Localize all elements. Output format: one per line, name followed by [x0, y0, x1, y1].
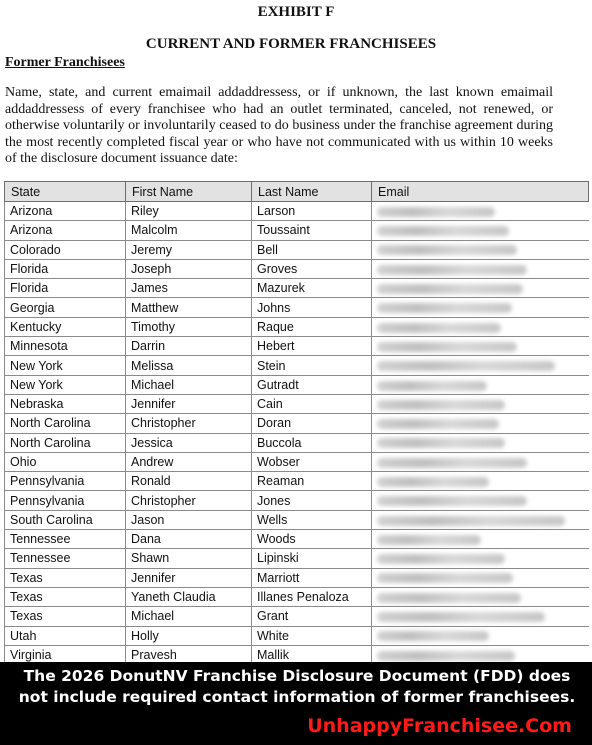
- cell-last-name: White: [252, 626, 372, 645]
- cell-email-redacted: [372, 394, 589, 413]
- redacted-email-blur: [377, 554, 505, 564]
- cell-last-name: Illanes Penaloza: [252, 587, 372, 606]
- section-heading: Former Franchisees: [5, 55, 125, 70]
- cell-first-name: Ronald: [126, 472, 252, 491]
- column-header-first-name: First Name: [126, 182, 252, 202]
- table-row: [5, 472, 589, 491]
- cell-first-name: Michael: [126, 375, 252, 394]
- cell-email-redacted: [372, 549, 589, 568]
- cell-state: Ohio: [5, 452, 126, 471]
- cell-state: Tennessee: [5, 549, 126, 568]
- cell-email-redacted: [372, 356, 589, 375]
- cell-last-name: Larson: [252, 202, 372, 221]
- table-row: [5, 202, 589, 221]
- site-watermark: UnhappyFranchisee.Com: [307, 715, 572, 737]
- redacted-email-blur: [377, 477, 489, 487]
- cell-first-name: James: [126, 279, 252, 298]
- redacted-email-blur: [377, 284, 523, 294]
- cell-state: Texas: [5, 568, 126, 587]
- cell-state: North Carolina: [5, 433, 126, 452]
- cell-state: South Carolina: [5, 510, 126, 529]
- table-row: [5, 375, 589, 394]
- cell-state: New York: [5, 356, 126, 375]
- cell-state: Tennessee: [5, 530, 126, 549]
- cell-last-name: Doran: [252, 414, 372, 433]
- cell-email-redacted: [372, 259, 589, 278]
- table-row: [5, 259, 589, 278]
- table-row: [5, 240, 589, 259]
- table-row: [5, 279, 589, 298]
- cell-first-name: Christopher: [126, 491, 252, 510]
- cell-email-redacted: [372, 568, 589, 587]
- table-row: [5, 433, 589, 452]
- cell-last-name: Lipinski: [252, 549, 372, 568]
- cell-first-name: Dana: [126, 530, 252, 549]
- table-row: [5, 317, 589, 336]
- table-row: [5, 626, 589, 645]
- cell-email-redacted: [372, 298, 589, 317]
- redacted-email-blur: [377, 535, 481, 545]
- cell-state: Virginia: [5, 645, 126, 662]
- redacted-email-blur: [377, 573, 513, 583]
- cell-last-name: Wobser: [252, 452, 372, 471]
- cell-first-name: Pravesh: [126, 645, 252, 662]
- cell-state: Georgia: [5, 298, 126, 317]
- table-row: [5, 356, 589, 375]
- cell-email-redacted: [372, 452, 589, 471]
- cell-first-name: Michael: [126, 607, 252, 626]
- table-row: [5, 587, 589, 606]
- column-header-last-name: Last Name: [252, 182, 372, 202]
- cell-last-name: Groves: [252, 259, 372, 278]
- page-title: CURRENT AND FORMER FRANCHISEES: [145, 36, 437, 52]
- redacted-email-blur: [377, 207, 495, 217]
- redacted-email-blur: [377, 458, 527, 468]
- cell-email-redacted: [372, 587, 589, 606]
- redacted-email-blur: [377, 361, 555, 371]
- cell-last-name: Bell: [252, 240, 372, 259]
- cell-email-redacted: [372, 607, 589, 626]
- table-body: [5, 202, 589, 663]
- redacted-email-blur: [377, 438, 505, 448]
- redacted-email-blur: [377, 631, 489, 641]
- redacted-email-blur: [377, 419, 499, 429]
- cell-last-name: Reaman: [252, 472, 372, 491]
- cell-email-redacted: [372, 645, 589, 662]
- table-row: [5, 645, 589, 662]
- cell-last-name: Marriott: [252, 568, 372, 587]
- cell-state: Kentucky: [5, 317, 126, 336]
- cell-email-redacted: [372, 491, 589, 510]
- table-row: [5, 530, 589, 549]
- cell-email-redacted: [372, 337, 589, 356]
- table-row: [5, 607, 589, 626]
- cell-email-redacted: [372, 472, 589, 491]
- cell-email-redacted: [372, 279, 589, 298]
- cell-state: Texas: [5, 607, 126, 626]
- cell-state: Pennsylvania: [5, 491, 126, 510]
- redacted-email-blur: [377, 245, 517, 255]
- cell-first-name: Matthew: [126, 298, 252, 317]
- cell-last-name: Cain: [252, 394, 372, 413]
- cell-last-name: Wells: [252, 510, 372, 529]
- cell-state: Arizona: [5, 202, 126, 221]
- table-row: [5, 491, 589, 510]
- cell-state: Minnesota: [5, 337, 126, 356]
- cell-state: Utah: [5, 626, 126, 645]
- cell-email-redacted: [372, 626, 589, 645]
- cell-state: Colorado: [5, 240, 126, 259]
- table-row: [5, 221, 589, 240]
- table-row: [5, 452, 589, 471]
- cell-last-name: Mallik: [252, 645, 372, 662]
- table-row: [5, 337, 589, 356]
- cell-last-name: Buccola: [252, 433, 372, 452]
- cell-first-name: Darrin: [126, 337, 252, 356]
- redacted-email-blur: [377, 593, 521, 603]
- redacted-email-blur: [377, 651, 515, 661]
- redacted-email-blur: [377, 265, 527, 275]
- cell-first-name: Shawn: [126, 549, 252, 568]
- table-row: [5, 568, 589, 587]
- cell-email-redacted: [372, 414, 589, 433]
- cell-email-redacted: [372, 375, 589, 394]
- table-row: [5, 298, 589, 317]
- redacted-email-blur: [377, 400, 505, 410]
- cell-email-redacted: [372, 317, 589, 336]
- former-franchisees-table: [4, 181, 589, 662]
- cell-last-name: Stein: [252, 356, 372, 375]
- cell-first-name: Jennifer: [126, 568, 252, 587]
- cell-first-name: Holly: [126, 626, 252, 645]
- cell-first-name: Timothy: [126, 317, 252, 336]
- table-header-row: [5, 182, 589, 202]
- cell-state: Texas: [5, 587, 126, 606]
- cell-first-name: Jessica: [126, 433, 252, 452]
- cell-first-name: Andrew: [126, 452, 252, 471]
- cell-first-name: Jennifer: [126, 394, 252, 413]
- cell-first-name: Christopher: [126, 414, 252, 433]
- cell-email-redacted: [372, 221, 589, 240]
- column-header-state: State: [5, 182, 126, 202]
- redacted-email-blur: [377, 342, 517, 352]
- cell-state: Florida: [5, 259, 126, 278]
- banner-caption: The 2026 DonutNV Franchise Disclosure Document (FDD) does not include required contact information of former franchisees.: [18, 667, 576, 706]
- caption-banner: [0, 662, 592, 745]
- table-row: [5, 549, 589, 568]
- redacted-email-blur: [377, 303, 512, 313]
- redacted-email-blur: [377, 323, 501, 333]
- cell-first-name: Melissa: [126, 356, 252, 375]
- redacted-email-blur: [377, 226, 509, 236]
- cell-email-redacted: [372, 240, 589, 259]
- cell-last-name: Mazurek: [252, 279, 372, 298]
- cell-first-name: Jason: [126, 510, 252, 529]
- cell-email-redacted: [372, 433, 589, 452]
- cell-state: Pennsylvania: [5, 472, 126, 491]
- cell-first-name: Jeremy: [126, 240, 252, 259]
- column-header-email: Email: [372, 182, 589, 202]
- cell-last-name: Grant: [252, 607, 372, 626]
- cell-state: Florida: [5, 279, 126, 298]
- table-row: [5, 394, 589, 413]
- cell-last-name: Hebert: [252, 337, 372, 356]
- table-row: [5, 414, 589, 433]
- cell-email-redacted: [372, 510, 589, 529]
- table-row: [5, 510, 589, 529]
- cell-email-redacted: [372, 202, 589, 221]
- cell-last-name: Johns: [252, 298, 372, 317]
- cell-last-name: Raque: [252, 317, 372, 336]
- cell-first-name: Yaneth Claudia: [126, 587, 252, 606]
- cell-first-name: Malcolm: [126, 221, 252, 240]
- exhibit-label: EXHIBIT F: [257, 4, 335, 20]
- cell-last-name: Gutradt: [252, 375, 372, 394]
- cell-state: North Carolina: [5, 414, 126, 433]
- redacted-email-blur: [377, 612, 545, 622]
- cell-state: New York: [5, 375, 126, 394]
- cell-last-name: Toussaint: [252, 221, 372, 240]
- cell-first-name: Riley: [126, 202, 252, 221]
- cell-state: Nebraska: [5, 394, 126, 413]
- cell-state: Arizona: [5, 221, 126, 240]
- intro-paragraph: Name, state, and current emaimail addaddressess, or if unknown, the last known emaimail addaddressess of every franchisee who had an outlet terminated, canceled, not renewed, or otherwise voluntarily or involuntarily ceased to do business under the franchise agreement during the most recently completed fiscal year or who have not communicated with us within 10 weeks of the disclosure document issuance date:: [5, 85, 553, 166]
- cell-first-name: Joseph: [126, 259, 252, 278]
- redacted-email-blur: [377, 516, 565, 526]
- cell-last-name: Jones: [252, 491, 372, 510]
- cell-email-redacted: [372, 530, 589, 549]
- redacted-email-blur: [377, 496, 527, 506]
- cell-last-name: Woods: [252, 530, 372, 549]
- redacted-email-blur: [377, 381, 487, 391]
